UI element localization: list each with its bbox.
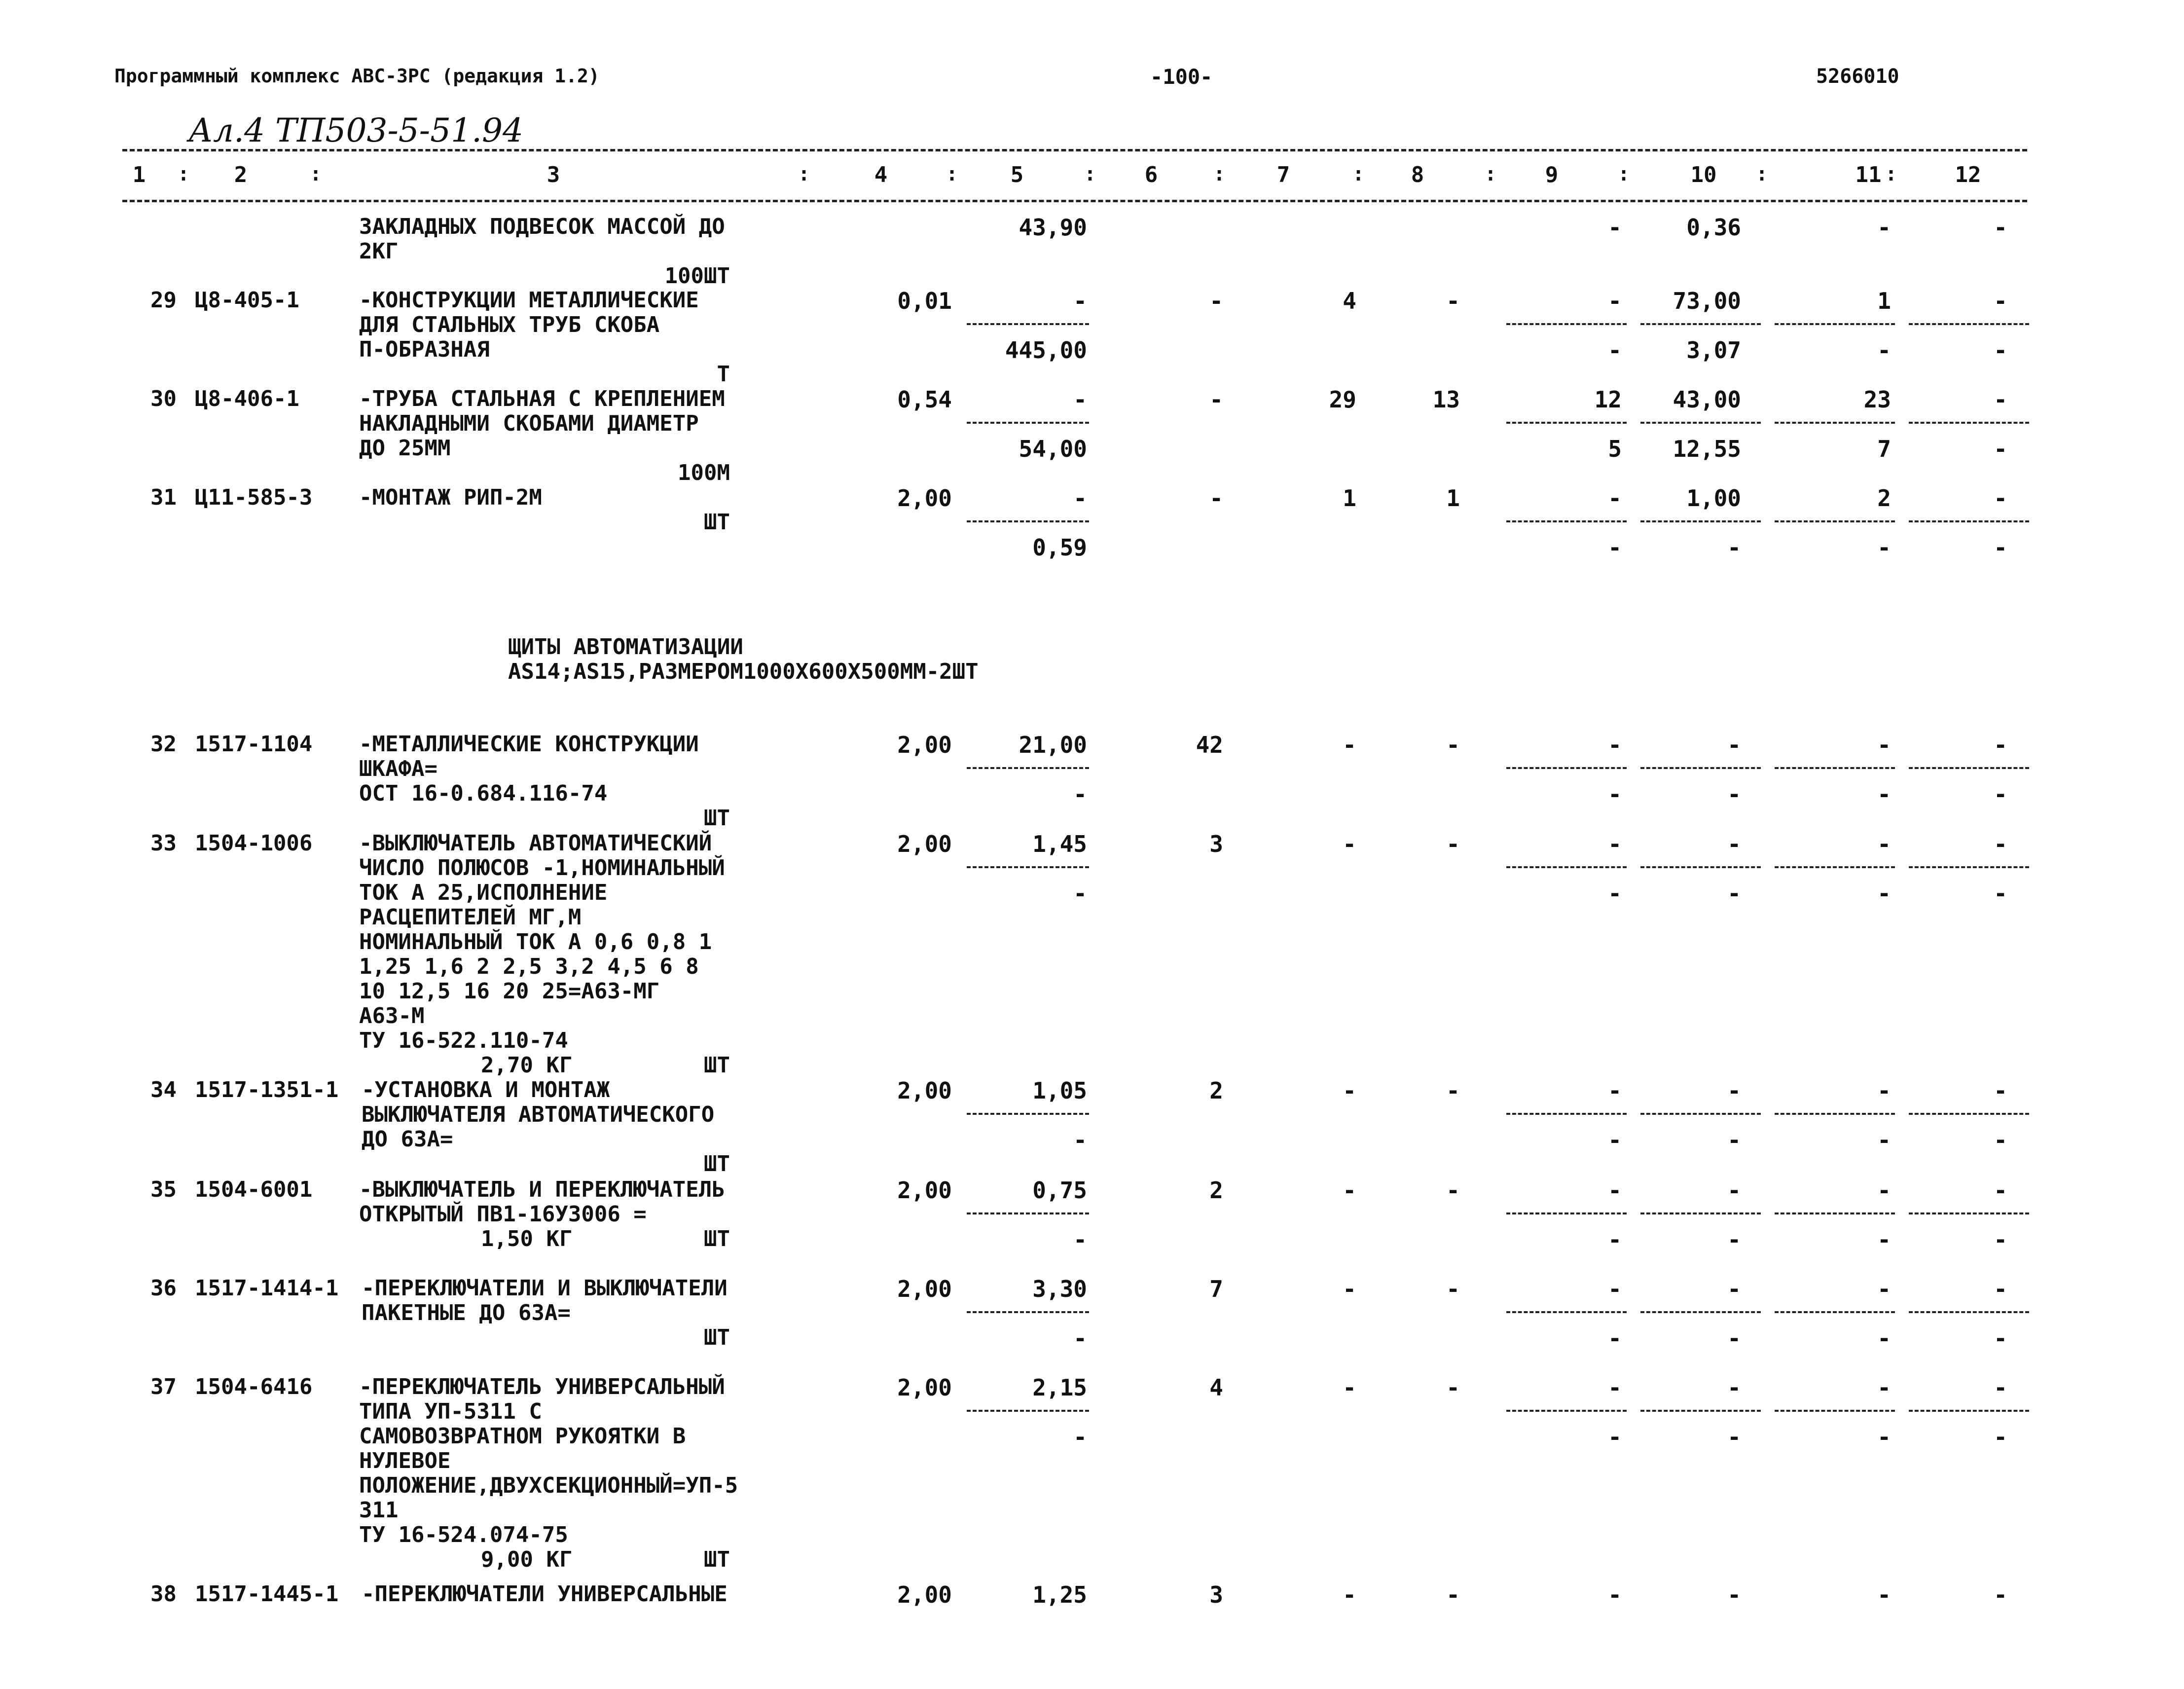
rate-code: 1517-1351-1 [195,1077,339,1102]
rate-code: Ц8-405-1 [195,288,299,313]
header-rule [122,200,2027,202]
value-c12-second: - [1994,1127,2007,1153]
item-number: 31 [150,485,177,510]
value-c12: - [1994,1177,2007,1204]
value-c12: - [1994,831,2007,857]
value-rule-c9 [1506,1311,1627,1313]
description-line: 2КГ [359,239,399,264]
value-c9: - [1608,1581,1622,1608]
value-rule-c9 [1506,422,1627,424]
value-rule-c10 [1640,520,1761,522]
description-line: 10 12,5 16 20 25=А63-МГ [359,979,660,1004]
value-c5-second: 54,00 [1019,436,1087,462]
value-rule-c10 [1640,767,1761,769]
value-c5-second: 0,59 [1032,534,1087,561]
value-rule-c12 [1909,1113,2029,1115]
value-c12-second: - [1994,781,2007,808]
value-c12: - [1994,1276,2007,1302]
item-number: 37 [150,1374,177,1399]
value-rule-c12 [1909,1311,2029,1313]
top-rule [122,149,2027,151]
value-c6: 4 [1209,1374,1223,1401]
value-c5: - [1073,485,1087,512]
value-c9: - [1608,1077,1622,1104]
value-c12-second: - [1994,880,2007,907]
description-line: ТОК А 25,ИСПОЛНЕНИЕ [359,880,608,905]
value-c7: 4 [1343,288,1356,314]
value-c10: - [1727,1581,1741,1608]
value-rule-c12 [1909,520,2029,522]
value-c11-second: - [1877,1226,1891,1253]
unit-weight: 1,50 КГ [481,1226,573,1251]
value-c11: - [1877,1581,1891,1608]
column-separator: : [798,163,810,185]
value-c5-rule [967,1311,1089,1313]
value-c5-second: - [1073,880,1087,907]
value-rule-c12 [1909,1212,2029,1214]
description-line: ТИПА УП-5311 С [359,1399,542,1424]
column-separator: : [177,163,190,185]
description-line: 311 [359,1498,399,1523]
value-c12: - [1994,732,2007,758]
value-c10: - [1727,1276,1741,1302]
column-separator: : [309,163,322,185]
value-rule-c9 [1506,520,1627,522]
rate-code: 1504-6416 [195,1374,313,1399]
value-c6: - [1209,485,1223,512]
value-c7: - [1343,831,1356,857]
value-c7: 1 [1343,485,1356,512]
value-rule-c11 [1775,866,1895,868]
value-c6: 3 [1209,1581,1223,1608]
value-c5-rule [967,1212,1089,1214]
value-c4: 2,00 [897,1581,952,1608]
value-c10: 1,00 [1686,485,1741,512]
value-rule-c12 [1909,767,2029,769]
value-c5-rule [967,422,1089,424]
value-rule-c10 [1640,323,1761,325]
value-rule-c11 [1775,323,1895,325]
value-c11-second: - [1877,781,1891,808]
value-c5: 1,25 [1032,1581,1087,1608]
value-c10-second: - [1727,880,1741,907]
value-c10-second: 12,55 [1673,436,1741,462]
value-rule-c9 [1506,767,1627,769]
value-rule-c11 [1775,1212,1895,1214]
rate-code: 1517-1414-1 [195,1276,339,1301]
value-c12: - [1994,485,2007,512]
value-c11: - [1877,831,1891,857]
value-c10-second: 3,07 [1686,337,1741,364]
column-header-7: 7 [1276,162,1290,187]
value-rule-c9 [1506,1410,1627,1412]
item-number: 32 [150,732,177,757]
value-c7: - [1343,1374,1356,1401]
value-rule-c11 [1775,767,1895,769]
value-c5: 1,05 [1032,1077,1087,1104]
column-header-4: 4 [874,162,888,187]
unit-of-measure: ШТ [704,1547,730,1572]
page-number: -100- [1150,65,1213,89]
value-c9-second: - [1608,1127,1622,1153]
description-line: 1,25 1,6 2 2,5 3,2 4,5 6 8 [359,954,699,979]
description-line: ПОЛОЖЕНИЕ,ДВУХСЕКЦИОННЫЙ=УП-5 [359,1473,738,1498]
value-rule-c11 [1775,520,1895,522]
value-rule-c10 [1640,1311,1761,1313]
value-c11-second: - [1877,880,1891,907]
value-rule-c10 [1640,1410,1761,1412]
value-c9: - [1608,1276,1622,1302]
value-c10: 73,00 [1673,288,1741,314]
value-c10-second: - [1727,534,1741,561]
value-c11-second: - [1877,1127,1891,1153]
description-line: -ПЕРЕКЛЮЧАТЕЛИ УНИВЕРСАЛЬНЫЕ [362,1581,728,1607]
value-c12: - [1994,288,2007,314]
value-c4: 2,00 [897,732,952,758]
value-c5: 1,45 [1032,831,1087,857]
section-title: ЩИТЫ АВТОМАТИЗАЦИИ [508,634,743,660]
value-c10-second: - [1727,1127,1741,1153]
unit-of-measure: ШТ [704,806,730,831]
value-c10: - [1727,1077,1741,1104]
description-line: -ВЫКЛЮЧАТЕЛЬ И ПЕРЕКЛЮЧАТЕЛЬ [359,1177,725,1202]
column-separator: : [1352,163,1365,185]
value-c10-second: - [1727,1325,1741,1352]
value-c9-second: - [1608,1226,1622,1253]
value-c11: 2 [1877,485,1891,512]
value-c5-rule [967,1113,1089,1115]
description-line: А63-М [359,1003,425,1028]
column-header-1: 1 [132,162,146,187]
rate-code: Ц11-585-3 [195,485,313,510]
value-c9: - [1608,485,1622,512]
value-c11-second: - [1877,1325,1891,1352]
value-c7: - [1343,732,1356,758]
value-c11-second: - [1877,534,1891,561]
value-c9-second: - [1608,1424,1622,1450]
value-c8: 13 [1432,386,1460,413]
rate-code: 1517-1104 [195,732,313,757]
value-c9: 12 [1594,386,1622,413]
description-line: ОСТ 16-0.684.116-74 [359,781,608,806]
column-separator: : [1484,163,1497,185]
value-c11: - [1877,732,1891,758]
value-c8: - [1446,831,1460,857]
value-c9: - [1608,831,1622,857]
value-c12: - [1994,1077,2007,1104]
value-c11: 1 [1877,288,1891,314]
value-c12: - [1994,386,2007,413]
value-c5-second: 445,00 [1005,337,1087,364]
value-c6: 42 [1196,732,1223,758]
item-number: 30 [150,386,177,411]
value-c11-second: 7 [1877,436,1891,462]
value-c11: - [1877,1177,1891,1204]
value-c5: 3,30 [1032,1276,1087,1302]
description-line: ДО 25ММ [359,436,451,461]
handwritten-reference: Ал.4 ТП503-5-51.94 [188,111,524,149]
value-c9-second: 5 [1608,436,1622,462]
description-line: -ТРУБА СТАЛЬНАЯ С КРЕПЛЕНИЕМ [359,386,725,411]
value-c10: - [1727,732,1741,758]
description-line: ЧИСЛО ПОЛЮСОВ -1,НОМИНАЛЬНЫЙ [359,855,725,881]
value-c5-rule [967,866,1089,868]
description-line: ШКАФА= [359,756,437,781]
value-c10-second: - [1727,1226,1741,1253]
value-c10-second: - [1727,1424,1741,1450]
value-c5: - [1073,288,1087,314]
value-c8: - [1446,1374,1460,1401]
value-c5: 21,00 [1019,732,1087,758]
rate-code: 1504-1006 [195,831,313,856]
unit-of-measure: Т [717,362,730,387]
description-line: ТУ 16-524.074-75 [359,1522,568,1547]
value-c9-second: - [1608,337,1622,364]
value-c8: - [1446,1581,1460,1608]
description-line: НОМИНАЛЬНЫЙ ТОК А 0,6 0,8 1 [359,929,712,955]
description-line: НУЛЕВОЕ [359,1448,451,1473]
unit-weight: 9,00 КГ [481,1547,573,1572]
value-c7: - [1343,1276,1356,1302]
value-c4: 2,00 [897,1077,952,1104]
value-rule-c9 [1506,866,1627,868]
value-c4: 2,00 [897,1177,952,1204]
value-rule-c11 [1775,422,1895,424]
value-rule-c11 [1775,1311,1895,1313]
value-c5-second: - [1073,781,1087,808]
unit-of-measure: ШТ [704,1053,730,1078]
value-c5-second: - [1073,1325,1087,1352]
unit-of-measure: ШТ [704,1325,730,1350]
description-line: ТУ 16-522.110-74 [359,1028,568,1053]
column-header-8: 8 [1411,162,1424,187]
column-header-5: 5 [1010,162,1024,187]
value-c9-second: - [1608,534,1622,561]
value-c5: - [1073,386,1087,413]
section-title: AS14;AS15,РАЗМЕРОМ1000Х600Х500ММ-2ШТ [508,659,979,684]
value-rule-c12 [1909,422,2029,424]
value-c9-second: - [1608,880,1622,907]
value-rule-c10 [1640,866,1761,868]
value-c12-second: - [1994,1325,2007,1352]
value-c8: - [1446,1177,1460,1204]
value-c6: - [1209,386,1223,413]
value-c8: - [1446,288,1460,314]
value-c5-rule [967,323,1089,325]
description-line: -МЕТАЛЛИЧЕСКИЕ КОНСТРУКЦИИ [359,732,699,757]
description-line: ПАКЕТНЫЕ ДО 63А= [362,1300,571,1325]
description-line: П-ОБРАЗНАЯ [359,337,490,362]
column-separator: : [1617,163,1630,185]
unit-weight: 2,70 КГ [481,1053,573,1078]
description-line: -ПЕРЕКЛЮЧАТЕЛЬ УНИВЕРСАЛЬНЫЙ [359,1374,725,1399]
value-c5-second: - [1073,1127,1087,1153]
description-line: ВЫКЛЮЧАТЕЛЯ АВТОМАТИЧЕСКОГО [362,1102,715,1127]
column-header-10: 10 [1690,162,1717,187]
value-rule-c12 [1909,866,2029,868]
value-c5-rule [967,767,1089,769]
item-number: 35 [150,1177,177,1202]
value-c9-second: - [1608,1325,1622,1352]
value-c8: 1 [1446,485,1460,512]
value-rule-c10 [1640,1113,1761,1115]
value-c11-second: - [1877,337,1891,364]
value-c9: - [1608,288,1622,314]
description-line: ЗАКЛАДНЫХ ПОДВЕСОК МАССОЙ ДО [359,214,725,239]
value-c11: - [1877,214,1891,241]
value-c11: - [1877,1276,1891,1302]
value-c8: - [1446,1077,1460,1104]
value-c12-second: - [1994,436,2007,462]
value-c6: 3 [1209,831,1223,857]
column-separator: : [1755,163,1768,185]
value-c7: - [1343,1581,1356,1608]
description-line: ДЛЯ СТАЛЬНЫХ ТРУБ СКОБА [359,312,660,337]
rate-code: 1504-6001 [195,1177,313,1202]
description-line: -МОНТАЖ РИП-2М [359,485,542,510]
description-line: -ВЫКЛЮЧАТЕЛЬ АВТОМАТИЧЕСКИЙ [359,831,712,856]
value-c10: - [1727,1374,1741,1401]
value-c4: 0,54 [897,386,952,413]
value-c11: - [1877,1077,1891,1104]
column-header-11: 11 [1855,162,1882,187]
value-c12: - [1994,1581,2007,1608]
value-c5: 0,75 [1032,1177,1087,1204]
value-c4: 0,01 [897,288,952,314]
program-title: Программный комплекс АВС-3РС (редакция 1.2) [114,65,600,87]
value-rule-c11 [1775,1113,1895,1115]
value-c4: 2,00 [897,831,952,857]
value-c9-second: - [1608,781,1622,808]
unit-of-measure: ШТ [704,1151,730,1176]
value-c10-second: - [1727,781,1741,808]
description-line: -УСТАНОВКА И МОНТАЖ [362,1077,610,1102]
value-rule-c9 [1506,1212,1627,1214]
value-c5-second: - [1073,1424,1087,1450]
value-c6: - [1209,288,1223,314]
item-number: 29 [150,288,177,313]
value-c7: - [1343,1077,1356,1104]
unit-of-measure: 100М [678,460,730,485]
column-header-2: 2 [234,162,248,187]
description-line: ДО 63А= [362,1127,453,1152]
column-header-3: 3 [546,162,560,187]
value-c5-second: - [1073,1226,1087,1253]
value-c8: - [1446,732,1460,758]
value-c6: 2 [1209,1077,1223,1104]
value-c5-rule [967,1410,1089,1412]
value-c11: 23 [1863,386,1891,413]
value-c11-second: - [1877,1424,1891,1450]
item-number: 38 [150,1581,177,1607]
value-c12-second: - [1994,1226,2007,1253]
value-rule-c10 [1640,422,1761,424]
value-c11: - [1877,1374,1891,1401]
document-code: 5266010 [1816,65,1899,88]
description-line: -КОНСТРУКЦИИ МЕТАЛЛИЧЕСКИЕ [359,288,699,313]
value-c9: - [1608,214,1622,241]
value-c4: 2,00 [897,485,952,512]
value-c4: 2,00 [897,1374,952,1401]
value-c10: 0,36 [1686,214,1741,241]
value-c7: 29 [1329,386,1356,413]
value-c8: - [1446,1276,1460,1302]
description-line: -ПЕРЕКЛЮЧАТЕЛИ И ВЫКЛЮЧАТЕЛИ [362,1276,728,1301]
rate-code: Ц8-406-1 [195,386,299,411]
rate-code: 1517-1445-1 [195,1581,339,1607]
unit-of-measure: ШТ [704,510,730,535]
item-number: 36 [150,1276,177,1301]
value-rule-c12 [1909,1410,2029,1412]
value-c12: - [1994,214,2007,241]
value-c5-rule [967,520,1089,522]
value-rule-c9 [1506,323,1627,325]
description-line: САМОВОЗВРАТНОМ РУКОЯТКИ В [359,1424,686,1449]
value-c5: 43,90 [1019,214,1087,241]
description-line: ОТКРЫТЫЙ ПВ1-16У3006 = [359,1202,647,1227]
value-c12-second: - [1994,337,2007,364]
value-c9: - [1608,732,1622,758]
column-header-12: 12 [1955,162,1981,187]
description-line: НАКЛАДНЫМИ СКОБАМИ ДИАМЕТР [359,411,699,436]
value-c12-second: - [1994,534,2007,561]
value-rule-c11 [1775,1410,1895,1412]
value-c10: - [1727,831,1741,857]
value-c10: - [1727,1177,1741,1204]
value-c12-second: - [1994,1424,2007,1450]
unit-of-measure: ШТ [704,1226,730,1251]
value-rule-c10 [1640,1212,1761,1214]
value-c6: 7 [1209,1276,1223,1302]
column-separator: : [1885,163,1897,185]
item-number: 33 [150,831,177,856]
value-c5: 2,15 [1032,1374,1087,1401]
unit-of-measure: 100ШТ [664,263,730,289]
description-line: РАСЦЕПИТЕЛЕЙ МГ,М [359,905,582,930]
value-c12: - [1994,1374,2007,1401]
column-header-6: 6 [1144,162,1158,187]
value-c10: 43,00 [1673,386,1741,413]
column-separator: : [1084,163,1096,185]
value-rule-c9 [1506,1113,1627,1115]
value-c4: 2,00 [897,1276,952,1302]
value-c7: - [1343,1177,1356,1204]
value-c6: 2 [1209,1177,1223,1204]
value-c9: - [1608,1177,1622,1204]
column-header-9: 9 [1545,162,1559,187]
value-rule-c12 [1909,323,2029,325]
column-separator: : [946,163,958,185]
column-separator: : [1213,163,1226,185]
item-number: 34 [150,1077,177,1102]
value-c9: - [1608,1374,1622,1401]
